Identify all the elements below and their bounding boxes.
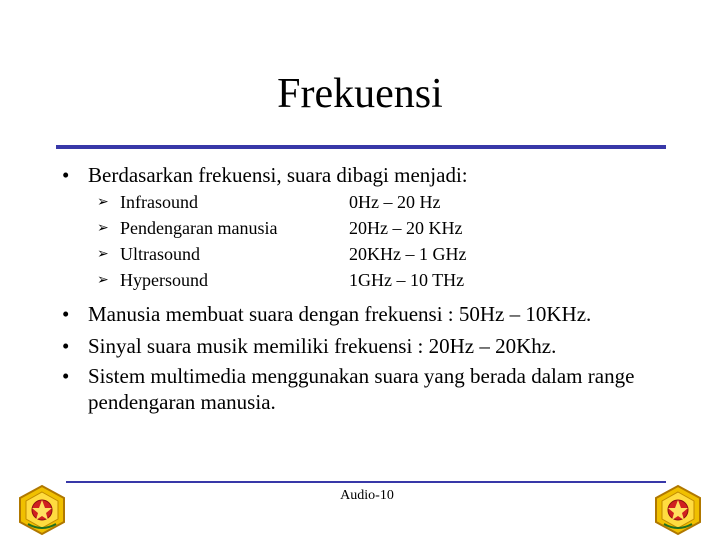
bullet-dot: • bbox=[62, 302, 70, 326]
slide-footer: Audio-10 bbox=[340, 488, 394, 503]
sub-item-label: Pendengaran manusia bbox=[120, 218, 278, 238]
arrow-bullet-icon: ➢ bbox=[97, 272, 109, 288]
bullet-text: Berdasarkan frekuensi, suara dibagi menjadi: bbox=[88, 163, 468, 187]
arrow-bullet-icon: ➢ bbox=[97, 220, 109, 236]
university-emblem-icon bbox=[16, 484, 68, 536]
footer-divider bbox=[66, 481, 666, 483]
bullet-dot: • bbox=[62, 364, 70, 388]
university-emblem-icon bbox=[652, 484, 704, 536]
sub-item-label: Infrasound bbox=[120, 192, 198, 212]
bullet-text: Sinyal suara musik memiliki frekuensi : 20Hz – 20Khz. bbox=[88, 334, 557, 358]
sub-item-range: 20KHz – 1 GHz bbox=[349, 244, 467, 264]
bullet-text: Manusia membuat suara dengan frekuensi : 50Hz – 10KHz. bbox=[88, 302, 592, 326]
arrow-bullet-icon: ➢ bbox=[97, 194, 109, 210]
arrow-bullet-icon: ➢ bbox=[97, 246, 109, 262]
bullet-dot: • bbox=[62, 334, 70, 358]
sub-item-range: 0Hz – 20 Hz bbox=[349, 192, 441, 212]
sub-item-range: 1GHz – 10 THz bbox=[349, 270, 465, 290]
sub-item-label: Ultrasound bbox=[120, 244, 200, 264]
slide-title: Frekuensi bbox=[277, 71, 443, 117]
bullet-text: Sistem multimedia menggunakan suara yang berada dalam range pendengaran manusia. bbox=[88, 364, 635, 414]
title-divider bbox=[56, 145, 666, 149]
sub-item-label: Hypersound bbox=[120, 270, 208, 290]
bullet-dot: • bbox=[62, 163, 70, 187]
sub-item-range: 20Hz – 20 KHz bbox=[349, 218, 463, 238]
